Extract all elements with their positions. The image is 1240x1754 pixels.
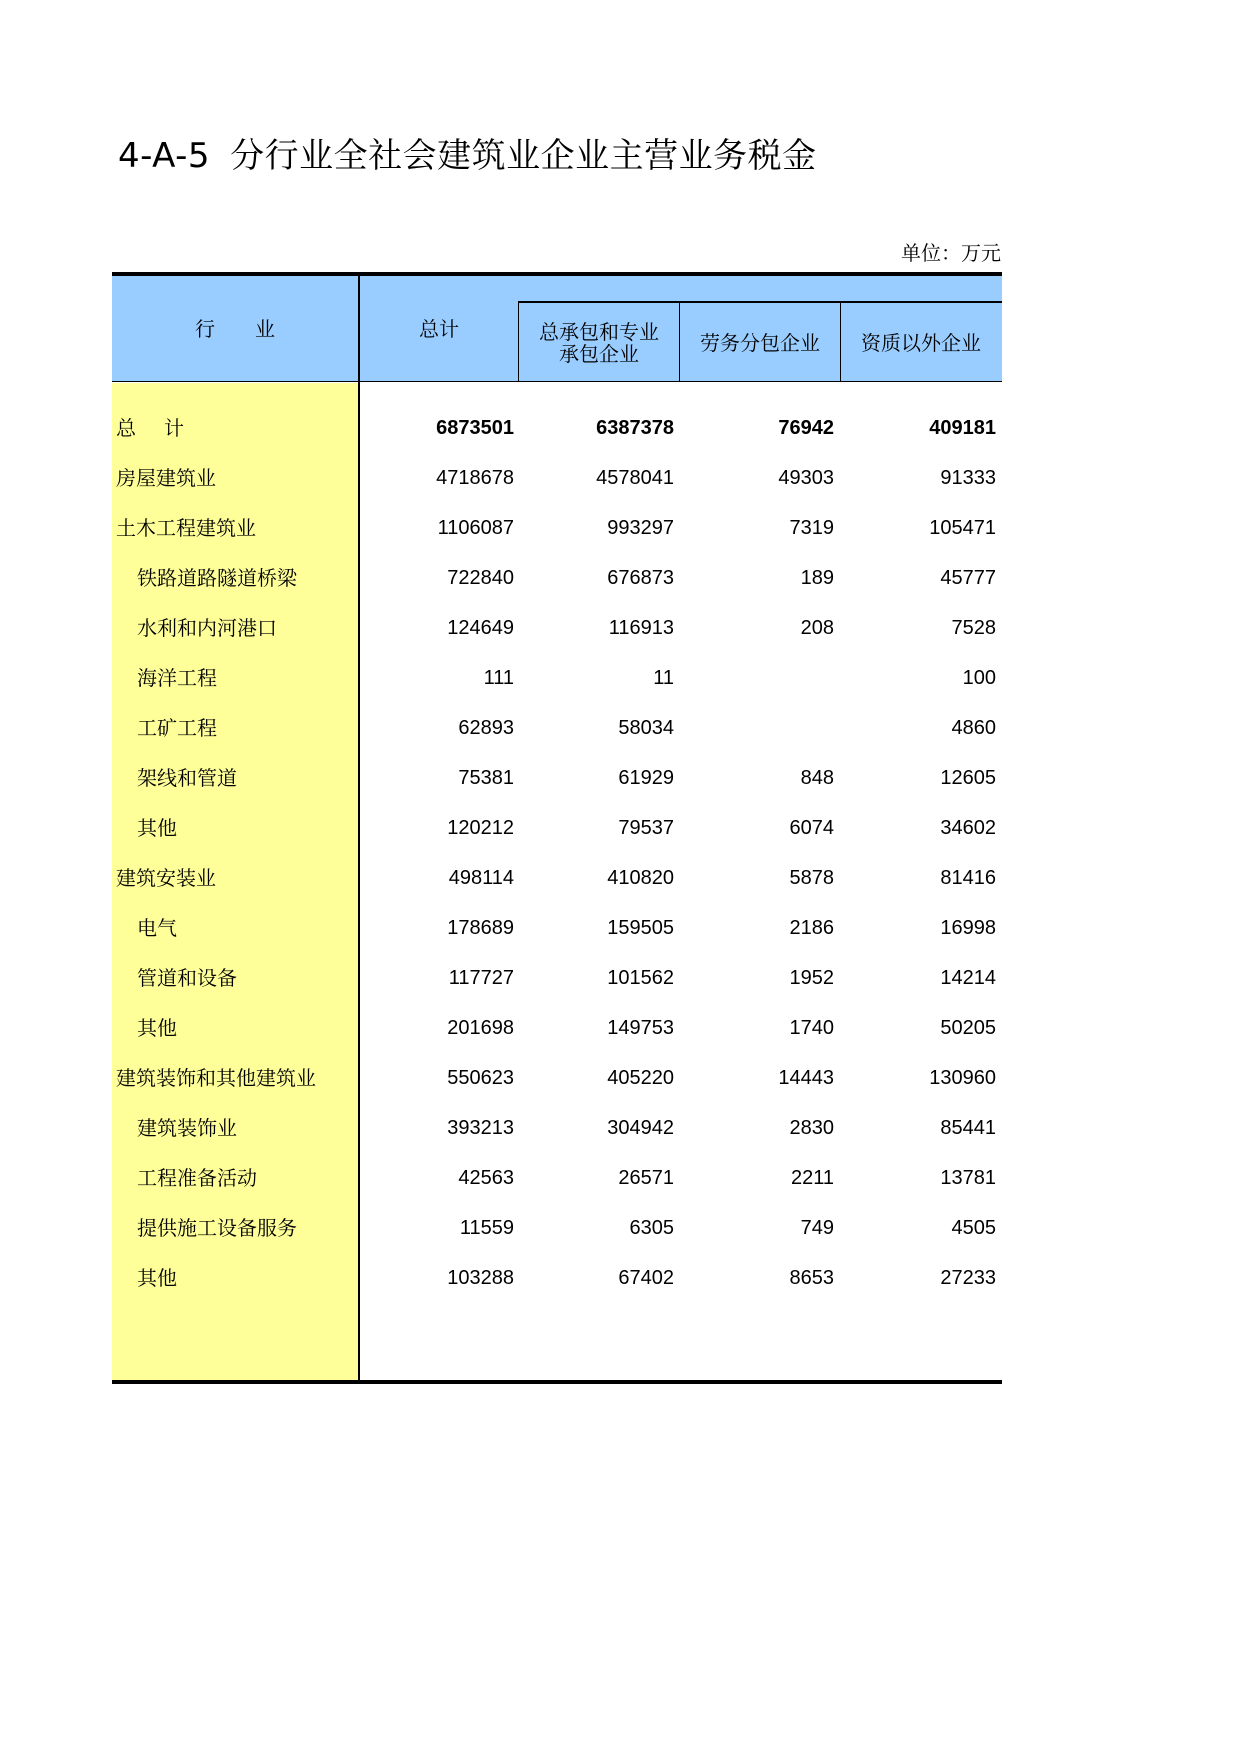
row-value: 67402 — [618, 1267, 674, 1289]
header-total: 总计 — [419, 317, 459, 341]
row-value: 4505 — [951, 1217, 996, 1239]
row-value: 105471 — [929, 517, 996, 539]
row-label: 工程准备活动 — [137, 1166, 257, 1190]
row-value: 13781 — [940, 1167, 996, 1189]
table-row — [112, 1103, 1002, 1153]
table-row — [112, 1253, 1002, 1303]
row-value: 393213 — [447, 1117, 514, 1139]
row-value: 61929 — [618, 767, 674, 789]
row-value: 2211 — [790, 1167, 834, 1189]
header-general-contract-line1: 总承包和专业 — [539, 319, 659, 344]
header-general-contract-line2: 承包企业 — [559, 341, 639, 366]
row-value: 81416 — [940, 867, 996, 889]
row-value: 1952 — [789, 967, 834, 989]
row-value: 550623 — [447, 1067, 514, 1089]
table-row — [112, 903, 1002, 953]
row-value: 208 — [800, 617, 834, 639]
row-value: 4860 — [951, 717, 996, 739]
data-table — [112, 272, 1002, 1383]
row-label: 其他 — [137, 816, 177, 840]
row-value: 16998 — [940, 917, 996, 939]
row-label: 总计 — [116, 416, 212, 440]
row-value: 11 — [653, 667, 674, 689]
unit-label: 单位：万元 — [901, 241, 1001, 265]
row-value: 50205 — [940, 1017, 996, 1039]
table-row — [112, 553, 1002, 603]
row-value: 14214 — [940, 967, 996, 989]
row-value: 79537 — [618, 817, 674, 839]
row-value: 304942 — [607, 1117, 674, 1139]
header-labor-subcontract: 劳务分包企业 — [700, 330, 820, 355]
row-label: 铁路道路隧道桥梁 — [137, 566, 297, 590]
row-label: 电气 — [137, 916, 177, 940]
row-value: 62893 — [458, 717, 514, 739]
row-value: 178689 — [447, 917, 514, 939]
row-value: 34602 — [940, 817, 996, 839]
row-value: 8653 — [789, 1267, 834, 1289]
row-value: 189 — [800, 567, 834, 589]
table-row — [112, 1153, 1002, 1203]
row-value: 993297 — [607, 517, 674, 539]
row-value: 103288 — [447, 1267, 514, 1289]
table-row — [112, 753, 1002, 803]
row-label: 房屋建筑业 — [116, 466, 216, 490]
row-value: 85441 — [940, 1117, 996, 1139]
row-label: 管道和设备 — [137, 966, 237, 990]
row-value: 409181 — [929, 417, 996, 439]
row-value: 159505 — [607, 917, 674, 939]
row-label: 提供施工设备服务 — [137, 1216, 297, 1240]
row-value: 124649 — [447, 617, 514, 639]
table-bottom-rule — [112, 1380, 1002, 1384]
row-value: 12605 — [940, 767, 996, 789]
table-code: 4-A-5 — [118, 136, 211, 176]
table-row — [112, 503, 1002, 553]
header-industry: 行业 — [195, 317, 315, 341]
row-label: 土木工程建筑业 — [116, 516, 256, 540]
row-value: 76942 — [778, 417, 834, 439]
row-value: 117727 — [448, 967, 514, 989]
table-row — [112, 653, 1002, 703]
row-label: 架线和管道 — [137, 766, 237, 790]
row-value: 7528 — [951, 617, 996, 639]
row-label: 工矿工程 — [137, 716, 217, 740]
row-value: 4718678 — [436, 467, 514, 489]
row-value: 111 — [483, 667, 514, 689]
table-row — [112, 1203, 1002, 1253]
row-value: 100 — [962, 667, 996, 689]
row-value: 27233 — [940, 1267, 996, 1289]
header-general-contract — [519, 303, 679, 382]
row-value — [680, 653, 834, 703]
table-row — [112, 1053, 1002, 1103]
table-row — [112, 703, 1002, 753]
row-value — [680, 703, 834, 753]
table-row — [112, 853, 1002, 903]
row-value: 2186 — [789, 917, 834, 939]
row-value: 42563 — [458, 1167, 514, 1189]
table-row — [112, 603, 1002, 653]
row-value: 1740 — [789, 1017, 834, 1039]
table-row — [112, 403, 1002, 453]
row-value: 58034 — [618, 717, 674, 739]
row-value: 6873501 — [436, 417, 514, 439]
row-value: 14443 — [778, 1067, 834, 1089]
row-label: 建筑装饰和其他建筑业 — [116, 1066, 316, 1090]
row-value: 6074 — [789, 817, 834, 839]
row-value: 75381 — [458, 767, 514, 789]
row-value: 11559 — [459, 1217, 514, 1239]
row-value: 722840 — [447, 567, 514, 589]
page-title — [118, 128, 817, 177]
row-value: 1106087 — [437, 517, 514, 539]
row-value: 49303 — [778, 467, 834, 489]
table-row — [112, 953, 1002, 1003]
row-value: 4578041 — [596, 467, 674, 489]
row-value: 498114 — [448, 867, 514, 889]
row-label: 水利和内河港口 — [137, 616, 277, 640]
table-row — [112, 803, 1002, 853]
table-title-text: 分行业全社会建筑业企业主营业务税金 — [230, 136, 817, 176]
row-value: 405220 — [607, 1067, 674, 1089]
table-row — [112, 453, 1002, 503]
row-value: 7319 — [789, 517, 834, 539]
row-label: 海洋工程 — [137, 666, 217, 690]
row-value: 2830 — [789, 1117, 834, 1139]
header-non-qualified: 资质以外企业 — [861, 330, 981, 355]
row-value: 749 — [800, 1217, 834, 1239]
row-value: 201698 — [447, 1017, 514, 1039]
row-value: 6305 — [629, 1217, 674, 1239]
row-value: 91333 — [940, 467, 996, 489]
row-value: 45777 — [940, 567, 996, 589]
row-label: 其他 — [137, 1016, 177, 1040]
row-label: 建筑安装业 — [116, 866, 216, 890]
row-value: 120212 — [447, 817, 514, 839]
row-label: 其他 — [137, 1266, 177, 1290]
row-value: 101562 — [607, 967, 674, 989]
row-value: 848 — [800, 767, 834, 789]
table-row — [112, 1003, 1002, 1053]
row-value: 116913 — [608, 617, 674, 639]
row-value: 410820 — [607, 867, 674, 889]
row-value: 5878 — [789, 867, 834, 889]
row-value: 130960 — [929, 1067, 996, 1089]
row-value: 676873 — [607, 567, 674, 589]
row-label: 建筑装饰业 — [137, 1116, 237, 1140]
row-value: 149753 — [607, 1017, 674, 1039]
row-value: 26571 — [618, 1167, 674, 1189]
row-value: 6387378 — [596, 417, 674, 439]
